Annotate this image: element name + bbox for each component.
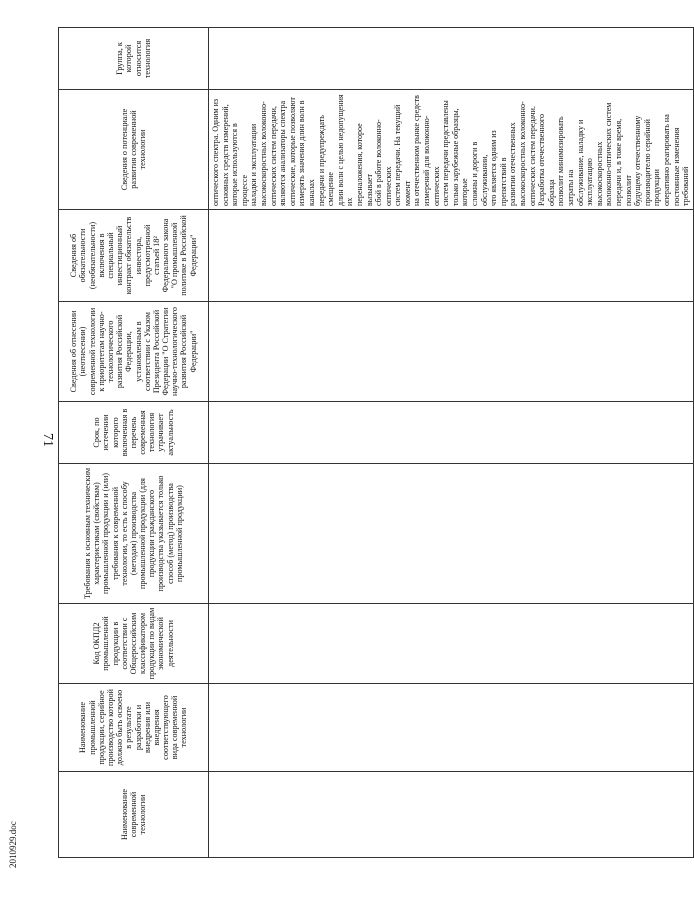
table-cell xyxy=(209,772,694,858)
potential-text-line: систем передачи. На текущий момент xyxy=(393,104,412,206)
potential-text-line: будущему отечественному xyxy=(633,115,643,206)
potential-text-line: оптических систем передачи, xyxy=(268,106,278,206)
potential-text-line: только зарубежные образцы, которые xyxy=(450,108,470,206)
potential-text-line: эксплуатацию высокоскоростных xyxy=(585,141,604,206)
potential-text-line: позволит минимизировать затраты на xyxy=(556,116,575,206)
potential-text-line: являются анализаторы спектра xyxy=(278,100,288,206)
header-cell: Наименование современной технологии xyxy=(59,772,209,858)
potential-text-line: длин волн с целью недопущения их xyxy=(335,94,355,206)
potential-text-line: волоконно-оптических систем xyxy=(604,102,614,206)
potential-text-line: измерять значения длин волн в каналах xyxy=(297,100,316,206)
header-cell: Требования к основным техническим характеристикам (свойствам) промышленной продукции и (или) требования к современной технологии, то есть к способу (методам) производства промышленной продукции (для продукции гражданского производства указывается только способ (метод) производства промышленной продукции) xyxy=(59,464,209,604)
technology-table xyxy=(58,27,694,858)
potential-text-line: наладки и эксплуатации xyxy=(249,123,259,206)
table-cell xyxy=(209,402,694,464)
potential-text-line: измерений для волоконно-оптических xyxy=(422,115,441,206)
potential-text-line: постоянные изменения требований xyxy=(671,127,691,206)
header-cell: Сведения об обязательности (необязательности) включения в специальный инвестиционный контракт обязательств инвестора, предусмотренной статьей 18² Федерального закона "О промышленной политике в Российской Федерации" xyxy=(59,210,209,302)
potential-text xyxy=(211,93,691,206)
potential-text-line: что является одним из препятствий в xyxy=(489,130,508,206)
rotated-table-sheet xyxy=(58,28,691,858)
potential-text-line: высокоскоростных волоконно- xyxy=(258,101,268,206)
potential-text-line: Разработка отечественного образца xyxy=(537,114,556,206)
table-cell xyxy=(209,210,694,302)
document-code: 2010929.doc xyxy=(8,821,18,868)
potential-text-line: передачи и, в тоже время, позволит xyxy=(613,118,633,206)
potential-text-line: основных средств измерений, xyxy=(220,104,230,206)
table-cell xyxy=(209,28,694,90)
potential-text-line: производителю серийной продукции xyxy=(642,119,662,206)
table-cell xyxy=(209,684,694,772)
header-cell: Сведения об отнесении (неотнесении) современной технологии к приоритетам научно-технологического развития Российской Федерации, установленным в соответствии с Указом Президента Российской Федерации "О Стратегии научно-технологического развития Российской Федерации" xyxy=(59,302,209,402)
header-cell: Сведения о потенциале развития современной технологии xyxy=(59,90,209,210)
potential-text-line: переналожения, которое вызывает xyxy=(354,123,374,206)
potential-text-line: развитии отечественных xyxy=(508,122,518,206)
potential-text-line: которые используются в процессе xyxy=(230,123,249,206)
table-header-row xyxy=(59,28,209,858)
potential-text-line: оптические, которые позволяют xyxy=(287,97,297,206)
potential-text-line: на отечественном рынке средств xyxy=(412,95,422,206)
table-row xyxy=(209,28,694,858)
potential-text-line: оптического спектра. Одним из xyxy=(211,98,220,206)
table-cell xyxy=(209,604,694,684)
page-number: 71 xyxy=(40,433,55,447)
potential-cell xyxy=(209,90,694,210)
potential-text-line: систем передачи представлены xyxy=(441,100,451,206)
potential-text-line: сложны и дороги в обслуживании, xyxy=(470,141,489,206)
potential-text-line: оперативно реагировать на xyxy=(661,114,671,206)
header-cell: Наименование промышленной продукции, серийное производство которой должно быть освоено в результате разработки и внедрения или внедрения соответствующего вида современной технологии xyxy=(59,684,209,772)
header-cell: Группа, к которой относится технология xyxy=(59,28,209,90)
table-cell xyxy=(209,302,694,402)
potential-text-line: обслуживание, наладку и xyxy=(575,119,585,206)
potential-text-line: высокоскоростных волоконно- xyxy=(518,101,527,206)
potential-text-line: сбой в работе волоконно-оптических xyxy=(374,119,393,206)
potential-text-line: передачи и предупреждать смещение xyxy=(316,115,336,206)
table-cell xyxy=(209,464,694,604)
header-cell: Срок, по истечении которого включенная в перечень современная технология утрачивает актуальность xyxy=(59,402,209,464)
header-cell: Код ОКПД2 промышленной продукции в соответствии с Общероссийским классификатором продукции по видам экономической деятельности xyxy=(59,604,209,684)
potential-text-line: оптических систем передачи. xyxy=(527,106,537,206)
